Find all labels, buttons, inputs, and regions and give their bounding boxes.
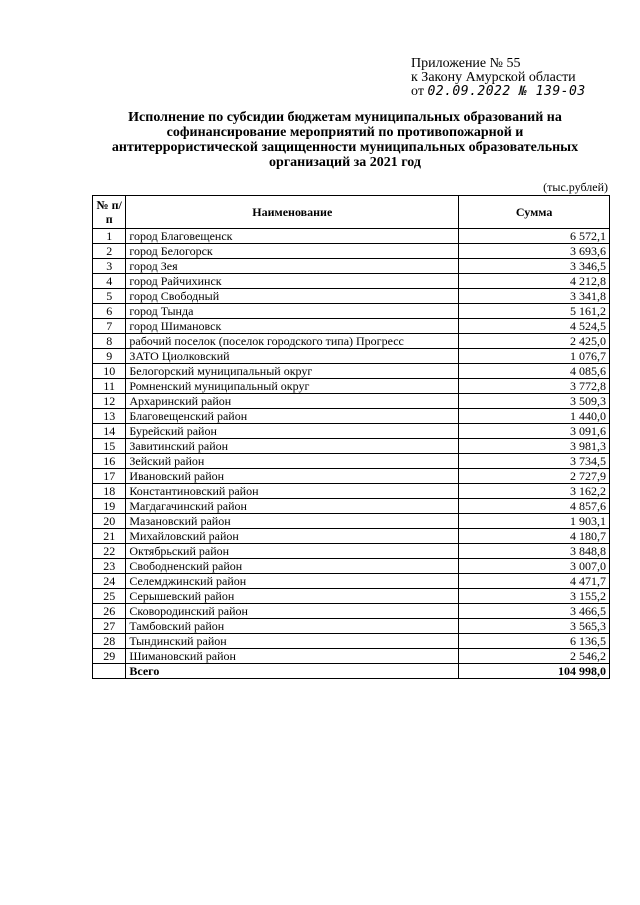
row-name: Бурейский район: [126, 424, 459, 439]
row-sum: 3 693,6: [459, 244, 610, 259]
table-row: [93, 499, 610, 514]
row-name: Шимановский район: [126, 649, 459, 664]
row-number: 24: [93, 574, 126, 589]
header-name: Наименование: [126, 196, 459, 229]
row-sum: 1 440,0: [459, 409, 610, 424]
row-name: Ивановский район: [126, 469, 459, 484]
header-number: № п/п: [93, 196, 126, 229]
row-number: 19: [93, 499, 126, 514]
row-sum: 4 471,7: [459, 574, 610, 589]
row-name: Завитинский район: [126, 439, 459, 454]
total-label: Всего: [126, 664, 459, 679]
row-sum: 3 091,6: [459, 424, 610, 439]
table-row: [93, 274, 610, 289]
table-row: [93, 469, 610, 484]
unit-label: (тыс.рублей): [543, 180, 608, 194]
title-line: антитеррористической защищенности муниципальных образовательных: [111, 140, 579, 155]
row-sum: 3 162,2: [459, 484, 610, 499]
row-name: Магдагачинский район: [126, 499, 459, 514]
row-sum: 2 727,9: [459, 469, 610, 484]
row-number: 5: [93, 289, 126, 304]
row-name: город Белогорск: [126, 244, 459, 259]
row-sum: 3 734,5: [459, 454, 610, 469]
subsidy-table: [92, 195, 610, 679]
row-name: Тындинский район: [126, 634, 459, 649]
row-sum: 3 341,8: [459, 289, 610, 304]
table-row: [93, 424, 610, 439]
row-number: 21: [93, 529, 126, 544]
table-row: [93, 229, 610, 244]
row-number: 7: [93, 319, 126, 334]
row-sum: 3 509,3: [459, 394, 610, 409]
row-name: Константиновский район: [126, 484, 459, 499]
table-row: [93, 514, 610, 529]
table-row: [93, 334, 610, 349]
row-sum: 4 085,6: [459, 364, 610, 379]
row-sum: 6 572,1: [459, 229, 610, 244]
row-sum: 6 136,5: [459, 634, 610, 649]
row-sum: 2 425,0: [459, 334, 610, 349]
row-name: Свободненский район: [126, 559, 459, 574]
row-number: 3: [93, 259, 126, 274]
row-number: 16: [93, 454, 126, 469]
row-name: рабочий поселок (поселок городского типа) Прогресс: [126, 334, 459, 349]
table-row: [93, 619, 610, 634]
table-row: [93, 244, 610, 259]
table-row: [93, 454, 610, 469]
row-name: Михайловский район: [126, 529, 459, 544]
appendix-number: Приложение № 55: [411, 56, 521, 71]
row-sum: 1 076,7: [459, 349, 610, 364]
row-name: город Зея: [126, 259, 459, 274]
table-row: [93, 634, 610, 649]
total-row: [93, 664, 610, 679]
row-number: 20: [93, 514, 126, 529]
row-sum: 1 903,1: [459, 514, 610, 529]
row-number: 4: [93, 274, 126, 289]
row-number: 17: [93, 469, 126, 484]
row-sum: 3 565,3: [459, 619, 610, 634]
row-number: 23: [93, 559, 126, 574]
row-name: Октябрьский район: [126, 544, 459, 559]
row-sum: 4 180,7: [459, 529, 610, 544]
row-number: 14: [93, 424, 126, 439]
title-line: организаций за 2021 год: [269, 155, 421, 170]
document-title: [70, 110, 620, 170]
header-sum: Сумма: [459, 196, 610, 229]
row-name: Тамбовский район: [126, 619, 459, 634]
row-number: 25: [93, 589, 126, 604]
table-row: [93, 439, 610, 454]
row-number: 29: [93, 649, 126, 664]
row-number: 8: [93, 334, 126, 349]
row-sum: 3 772,8: [459, 379, 610, 394]
row-number: 6: [93, 304, 126, 319]
row-name: Ромненский муниципальный округ: [126, 379, 459, 394]
table-row: [93, 559, 610, 574]
row-name: Серышевский район: [126, 589, 459, 604]
table-row: [93, 304, 610, 319]
row-name: город Тында: [126, 304, 459, 319]
row-name: город Райчихинск: [126, 274, 459, 289]
appendix-date-prefix: от: [411, 84, 424, 99]
table-row: [93, 379, 610, 394]
total-number-cell: [93, 664, 126, 679]
row-name: город Шимановск: [126, 319, 459, 334]
row-number: 22: [93, 544, 126, 559]
row-sum: 4 857,6: [459, 499, 610, 514]
handwritten-law-date-number: 02.09.2022 № 139-03: [427, 84, 586, 99]
appendix-law-reference: к Закону Амурской области: [411, 70, 576, 85]
row-number: 1: [93, 229, 126, 244]
total-sum: 104 998,0: [459, 664, 610, 679]
row-name: город Благовещенск: [126, 229, 459, 244]
table-row: [93, 409, 610, 424]
row-number: 2: [93, 244, 126, 259]
row-sum: 3 848,8: [459, 544, 610, 559]
row-number: 11: [93, 379, 126, 394]
table-row: [93, 349, 610, 364]
row-number: 28: [93, 634, 126, 649]
row-name: Селемджинский район: [126, 574, 459, 589]
row-name: Мазановский район: [126, 514, 459, 529]
row-name: город Свободный: [126, 289, 459, 304]
table-row: [93, 319, 610, 334]
table-row: [93, 589, 610, 604]
row-number: 27: [93, 619, 126, 634]
row-number: 12: [93, 394, 126, 409]
table-row: [93, 544, 610, 559]
table-body: [93, 229, 610, 664]
row-sum: 2 546,2: [459, 649, 610, 664]
row-sum: 3 346,5: [459, 259, 610, 274]
table-row: [93, 574, 610, 589]
title-line: софинансирование мероприятий по противопожарной и: [166, 125, 524, 140]
title-line: Исполнение по субсидии бюджетам муниципальных образований на: [128, 110, 562, 125]
table-row: [93, 484, 610, 499]
row-sum: 4 524,5: [459, 319, 610, 334]
table-row: [93, 394, 610, 409]
row-number: 9: [93, 349, 126, 364]
appendix-block: [411, 57, 586, 99]
row-sum: 3 981,3: [459, 439, 610, 454]
row-sum: 3 155,2: [459, 589, 610, 604]
row-number: 18: [93, 484, 126, 499]
table-row: [93, 649, 610, 664]
row-sum: 5 161,2: [459, 304, 610, 319]
table-header-row: [93, 196, 610, 229]
table-row: [93, 289, 610, 304]
row-number: 15: [93, 439, 126, 454]
row-sum: 3 466,5: [459, 604, 610, 619]
row-name: Благовещенский район: [126, 409, 459, 424]
appendix-date-line: [411, 85, 586, 99]
table-row: [93, 604, 610, 619]
table-row: [93, 259, 610, 274]
row-number: 13: [93, 409, 126, 424]
table-row: [93, 529, 610, 544]
table-row: [93, 364, 610, 379]
row-sum: 3 007,0: [459, 559, 610, 574]
row-name: Белогорский муниципальный округ: [126, 364, 459, 379]
row-name: Сковородинский район: [126, 604, 459, 619]
row-number: 26: [93, 604, 126, 619]
row-number: 10: [93, 364, 126, 379]
row-name: ЗАТО Циолковский: [126, 349, 459, 364]
row-name: Зейский район: [126, 454, 459, 469]
row-sum: 4 212,8: [459, 274, 610, 289]
row-name: Архаринский район: [126, 394, 459, 409]
